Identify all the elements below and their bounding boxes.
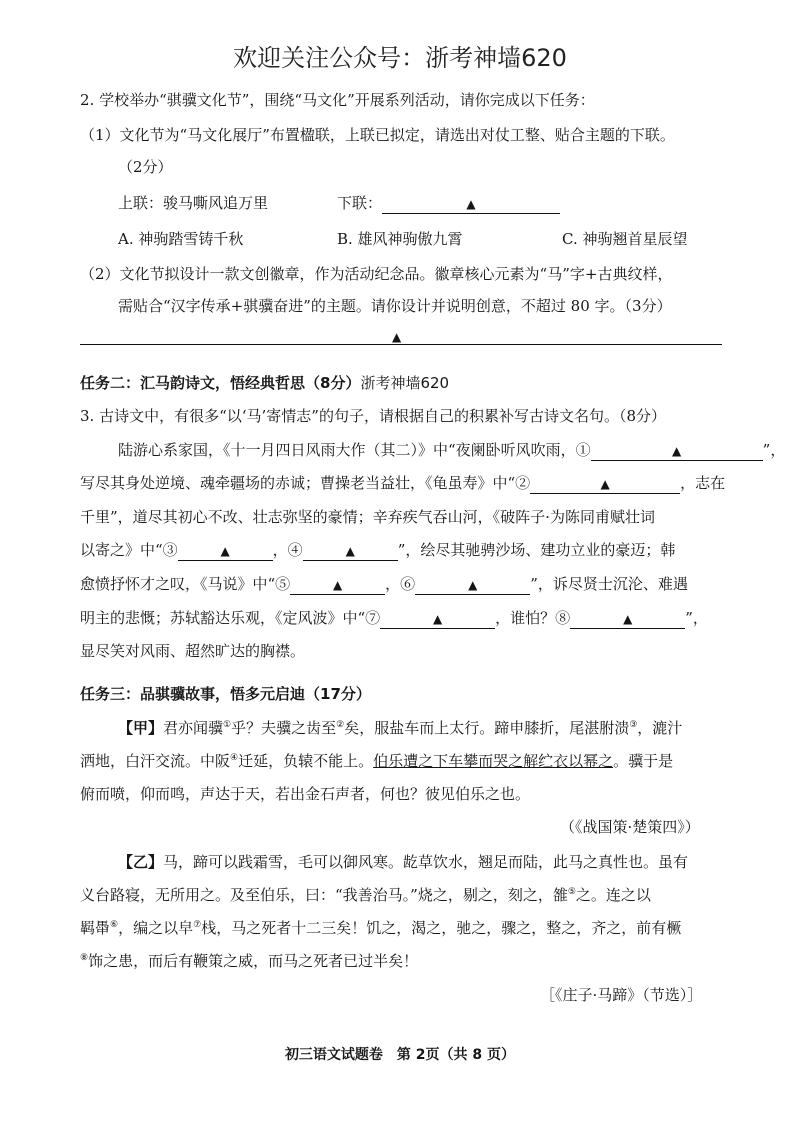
- couplet-lower-label: 下联：: [337, 194, 383, 212]
- task2-heading: [80, 372, 449, 393]
- jia-line3: 俯而喷，仰而鸣，声达于天，若出金石声者，何也？彼见伯乐之也。: [80, 785, 531, 803]
- triangle-icon: ▲: [623, 612, 633, 626]
- watermark-text: 欢迎关注公众号：浙考神墙620: [233, 44, 567, 72]
- q3-stem: 3. 古诗文中，有很多“以‘马’寄情志”的句子，请根据自己的积累补写古诗文名句。（8分）: [80, 407, 666, 425]
- triangle-icon: ▲: [392, 330, 402, 344]
- page-footer: 初三语文试题卷 第 2页（共 8 页）: [284, 1047, 516, 1063]
- q2-sub1-points: （2分）: [118, 158, 173, 176]
- couplet-lower-row: [337, 192, 560, 214]
- answer-line[interactable]: [80, 344, 722, 345]
- blank-5[interactable]: [290, 575, 385, 595]
- yi-line2: 义台路寝，无所用之。及至伯乐，曰：“我善治马。”烧之，剔之，刻之，雒⑤之。连之以: [80, 886, 651, 904]
- triangle-icon: ▲: [220, 544, 230, 558]
- couplet-upper: 上联：骏马嘶风追万里: [118, 194, 269, 212]
- q3-line3: 千里”，道尽其初心不改、壮志弥坚的豪情；辛弃疾气吞山河，《破阵子·为陈同甫赋壮词: [80, 508, 655, 526]
- q3-line4: 以寄之》中“③ ▲ ，④ ▲ ”，绘尽其驰骋沙场、建功立业的豪迈；韩: [80, 541, 676, 559]
- jia-line1: 【甲】君亦闻骥①乎？夫骥之齿至②矣，服盐车而上太行。蹄申膝折，尾湛胕溃③，漉汁: [118, 719, 683, 737]
- task2-tag: 浙考神墙620: [360, 374, 450, 392]
- yi-line4: ⑧饰之患，而后有鞭策之威，而马之死者已过半矣！: [80, 952, 419, 970]
- blank-7[interactable]: [380, 609, 495, 629]
- triangle-icon: ▲: [672, 444, 682, 458]
- q3-line6: 明主的悲慨；苏轼豁达乐观，《定风波》中“⑦ ▲ ，谁怕？⑧ ▲ ”，: [80, 609, 708, 627]
- jia-line2: 洒地，白汗交流。中阪④迁延，负辕不能上。伯乐遭之下车攀而哭之解纻衣以幂之。骥于是: [80, 752, 674, 770]
- triangle-icon: ▲: [433, 612, 443, 626]
- task2-title: 任务二：汇马韵诗文，悟经典哲思（8分）: [80, 374, 361, 392]
- triangle-icon: ▲: [345, 544, 355, 558]
- q2-stem: 2. 学校举办“骐骥文化节”，围绕“马文化”开展系列活动，请你完成以下任务：: [80, 91, 595, 109]
- q3-line7: 显尽笑对风雨、超然旷达的胸襟。: [80, 642, 306, 660]
- triangle-icon: ▲: [466, 197, 476, 211]
- blank-6[interactable]: [415, 575, 530, 595]
- option-b[interactable]: B. 雄风神驹傲九霄: [337, 230, 463, 248]
- triangle-icon: ▲: [600, 477, 610, 491]
- q3-line2: 写尽其身处逆境、魂牵疆场的赤诚；曹操老当益壮，《龟虽寿》中“② ▲ ，志在: [80, 474, 726, 492]
- q2-sub2-line1: （2）文化节拟设计一款文创徽章，作为活动纪念品。徽章核心元素为“马”字+古典纹样，: [80, 265, 673, 283]
- option-c[interactable]: C. 神驹翘首星辰望: [562, 230, 688, 248]
- task3-title: 任务三：品骐骥故事，悟多元启迪（17分）: [80, 685, 371, 703]
- q3-line1: 陆游心系家国，《十一月四日风雨大作（其二）》中“夜阑卧听风吹雨，① ▲ ”，: [118, 441, 786, 459]
- blank-8[interactable]: [570, 609, 685, 629]
- triangle-icon: ▲: [333, 578, 343, 592]
- yi-line1: 【乙】马，蹄可以践霜雪，毛可以御风寒。龁草饮水，翘足而陆，此马之真性也。虽有: [118, 853, 689, 871]
- blank-3[interactable]: [178, 541, 273, 561]
- yi-line3: 羁馽⑥，编之以皁⑦栈，马之死者十二三矣！饥之，渴之，驰之，骤之，整之，齐之，前有橛: [80, 919, 682, 937]
- jia-source: （《战国策·楚策四》）: [560, 818, 700, 836]
- blank-2[interactable]: [530, 474, 680, 494]
- underlined-sentence: 伯乐遭之下车攀而哭之解纻衣以幂之: [373, 752, 614, 770]
- q2-sub1-line1: （1）文化节为“马文化展厅”布置楹联，上联已拟定，请选出对仗工整、贴合主题的下联。: [80, 126, 675, 144]
- q3-line5: 愈愤抒怀才之叹，《马说》中“⑤ ▲ ，⑥ ▲ ”，诉尽贤士沉沦、难遇: [80, 575, 688, 593]
- couplet-lower-blank[interactable]: [382, 194, 560, 214]
- blank-1[interactable]: [591, 441, 763, 461]
- blank-4[interactable]: [303, 541, 398, 561]
- yi-source: ［《庄子·马蹄》（节选）］: [540, 986, 703, 1004]
- option-a[interactable]: A. 神驹踏雪铸千秋: [118, 230, 244, 248]
- q2-sub2-line2: 需贴合“汉字传承+骐骥奋进”的主题。请你设计并说明创意，不超过 80 字。（3分）: [118, 297, 672, 315]
- triangle-icon: ▲: [468, 578, 478, 592]
